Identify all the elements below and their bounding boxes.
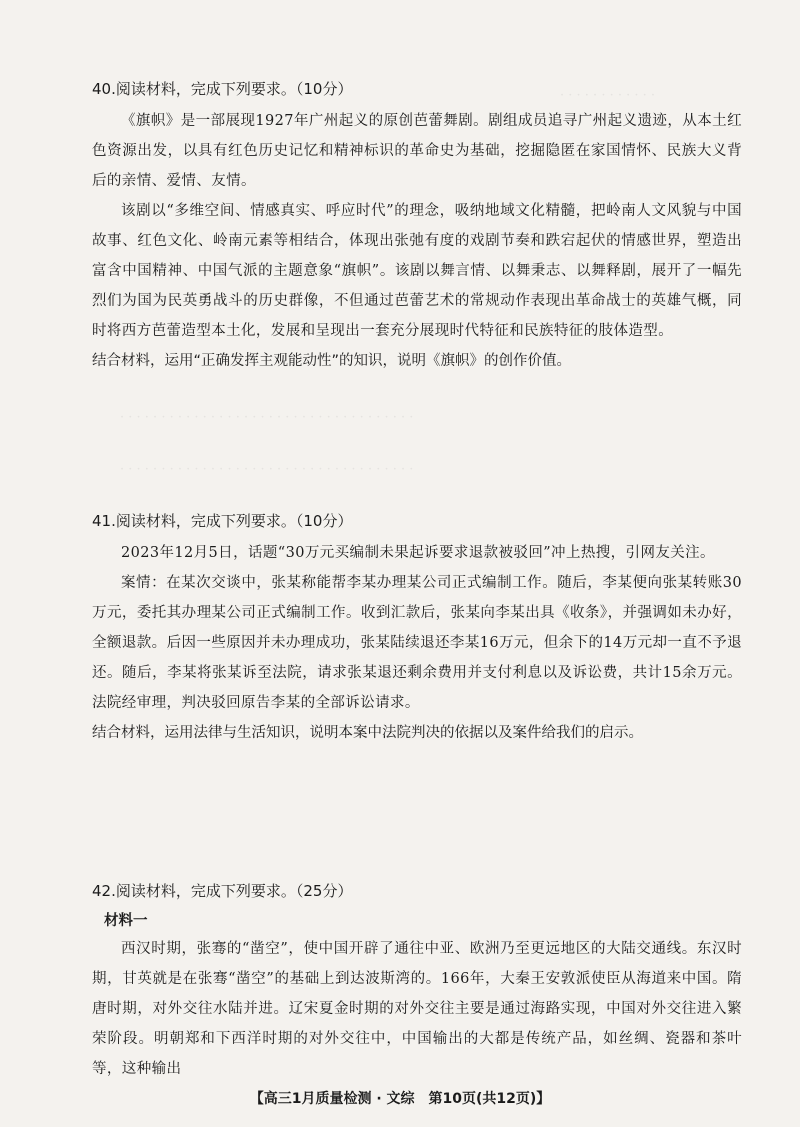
question-40-paragraph-2: 该剧以“多维空间、情感真实、呼应时代”的理念，吸纳地域文化精髓，把岭南人文风貌与中国故事、红色文化、岭南元素等相结合，体现出张弛有度的戏剧节奏和跌宕起伏的情感世界，塑造出富含中国精神、中国气派的主题意象“旗帜”。该剧以舞言情、以舞秉志、以舞释剧，展开了一幅先烈们为国为民英勇战斗的历史群像，不但通过芭蕾艺术的常规动作表现出革命战士的英雄气概，同时将西方芭蕾造型本土化，发展和呈现出一套充分展现时代特征和民族特征的肢体造型。: [92, 203, 742, 339]
question-41-heading: 41.阅读材料，完成下列要求。（10分）: [92, 512, 353, 530]
question-41-paragraph-1: 2023年12月5日，话题“30万元买编制未果起诉要求退款被驳回”冲上热搜，引网友关注。: [121, 545, 715, 561]
material-label: 材料一: [104, 913, 148, 929]
question-40-paragraph-1: 《旗帜》是一部展现1927年广州起义的原创芭蕾舞剧。剧组成员追寻广州起义遗迹，从本土红色资源出发，以具有红色历史记忆和精神标识的革命史为基础，挖掘隐匿在家国情怀、民族大义背后的亲情、爱情、友情。: [92, 113, 742, 189]
question-41-task: 结合材料，运用法律与生活知识，说明本案中法院判决的依据以及案件给我们的启示。: [92, 725, 643, 741]
question-41-paragraph-2: 案情：在某次交谈中，张某称能帮李某办理某公司正式编制工作。随后，李某便向张某转账30万元，委托其办理某公司正式编制工作。收到汇款后，张某向李某出具《收条》，并强调如未办好，全额退款。后因一些原因并未办理成功，张某陆续退还李某16万元，但余下的14万元却一直不予退还。随后，李某将张某诉至法院，请求张某退还剩余费用并支付利息以及诉讼费，共计15余万元。法院经审理，判决驳回原告李某的全部诉讼请求。: [92, 575, 742, 711]
question-42: [92, 880, 742, 1084]
question-42-paragraph: 西汉时期，张骞的“凿空”，使中国开辟了通往中亚、欧洲乃至更远地区的大陆交通线。东汉时期，甘英就是在张骞“凿空”的基础上到达波斯湾的。166年，大秦王安敦派使臣从海道来中国。隋唐时期，对外交往水陆并进。辽宋夏金时期的对外交往主要是通过海路实现，中国对外交往进入繁荣阶段。明朝郑和下西洋时期的对外交往中，中国输出的大都是传统产品，如丝绸、瓷器和茶叶等，这种输出: [92, 941, 742, 1077]
bleed-through-text: · · · · · · · · · · · · · · · · · · · · · · · · · · · · · · · · · · · ·: [120, 462, 414, 477]
question-40: [92, 78, 742, 376]
bleed-through-text: · · · · · · · · · · · · · · · · · · · · · · · · · · · · · · · · · · · ·: [120, 410, 414, 425]
question-41: [92, 510, 742, 748]
question-40-task: 结合材料，运用“正确发挥主观能动性”的知识，说明《旗帜》的创作价值。: [92, 353, 572, 369]
question-40-heading: 40.阅读材料，完成下列要求。（10分）: [92, 80, 353, 98]
page-footer: 【高三1月质量检测 · 文综 第10页(共12页)】: [249, 1091, 551, 1107]
question-42-heading: 42.阅读材料，完成下列要求。（25分）: [92, 882, 353, 900]
bleed-through-text: · · · · · · · · · · · ·: [560, 88, 656, 103]
